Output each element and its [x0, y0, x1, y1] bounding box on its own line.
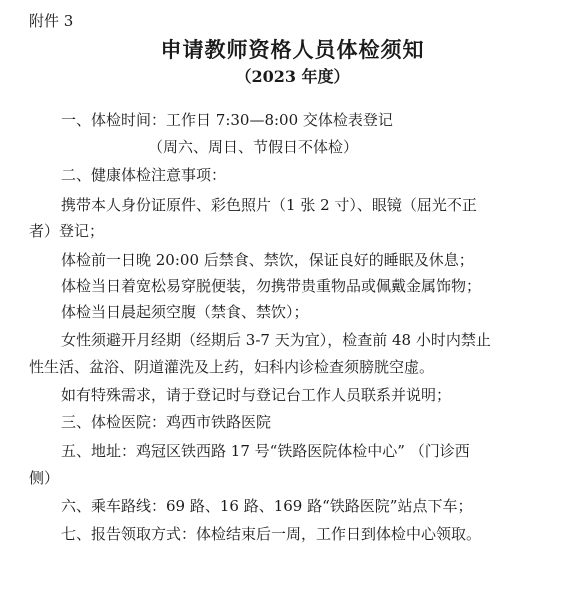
note-documents: 携带本人身份证原件、彩色照片（1 张 2 寸）、眼镜（屈光不正 — [61, 196, 477, 214]
address-cont: 侧） — [29, 469, 60, 487]
bus-route: 六、乘车路线：69 路、16 路、169 路“铁路医院”站点下车； — [61, 497, 473, 515]
report-pickup: 七、报告领取方式：体检结束后一周，工作日到体检中心领取。 — [61, 525, 482, 543]
document-title: 申请教师资格人员体检须知 — [160, 38, 425, 62]
note-female: 女性须避开月经期（经期后 3-7 天为宜），检查前 48 小时内禁止 — [61, 331, 491, 349]
document-year: （2023 年度） — [235, 67, 350, 86]
note-fasting-night: 体检前一日晚 20:00 后禁食、禁饮，保证良好的睡眠及休息； — [61, 251, 474, 269]
note-clothing: 体检当日着宽松易穿脱便装，勿携带贵重物品或佩戴金属饰物； — [61, 277, 482, 295]
note-documents-cont: 者）登记； — [29, 222, 105, 240]
notes-heading: 二、健康体检注意事项： — [61, 166, 227, 184]
annex-label: 附件 3 — [29, 12, 74, 30]
exam-time: 一、体检时间：工作日 7:30—8:00 交体检表登记 — [61, 111, 393, 129]
exam-hospital: 三、体检医院：鸡西市铁路医院 — [61, 413, 272, 431]
address: 五、地址：鸡冠区铁西路 17 号“铁路医院体检中心” （门诊西 — [61, 442, 470, 460]
exam-time-note: （周六、周日、节假日不体检） — [148, 138, 359, 156]
note-female-cont: 性生活、盆浴、阴道灌洗及上药，妇科内诊检查须膀胱空虚。 — [29, 358, 435, 376]
note-special: 如有特殊需求，请于登记时与登记台工作人员联系并说明； — [61, 386, 452, 404]
note-fasting-morning: 体检当日晨起须空腹（禁食、禁饮）； — [61, 303, 309, 321]
